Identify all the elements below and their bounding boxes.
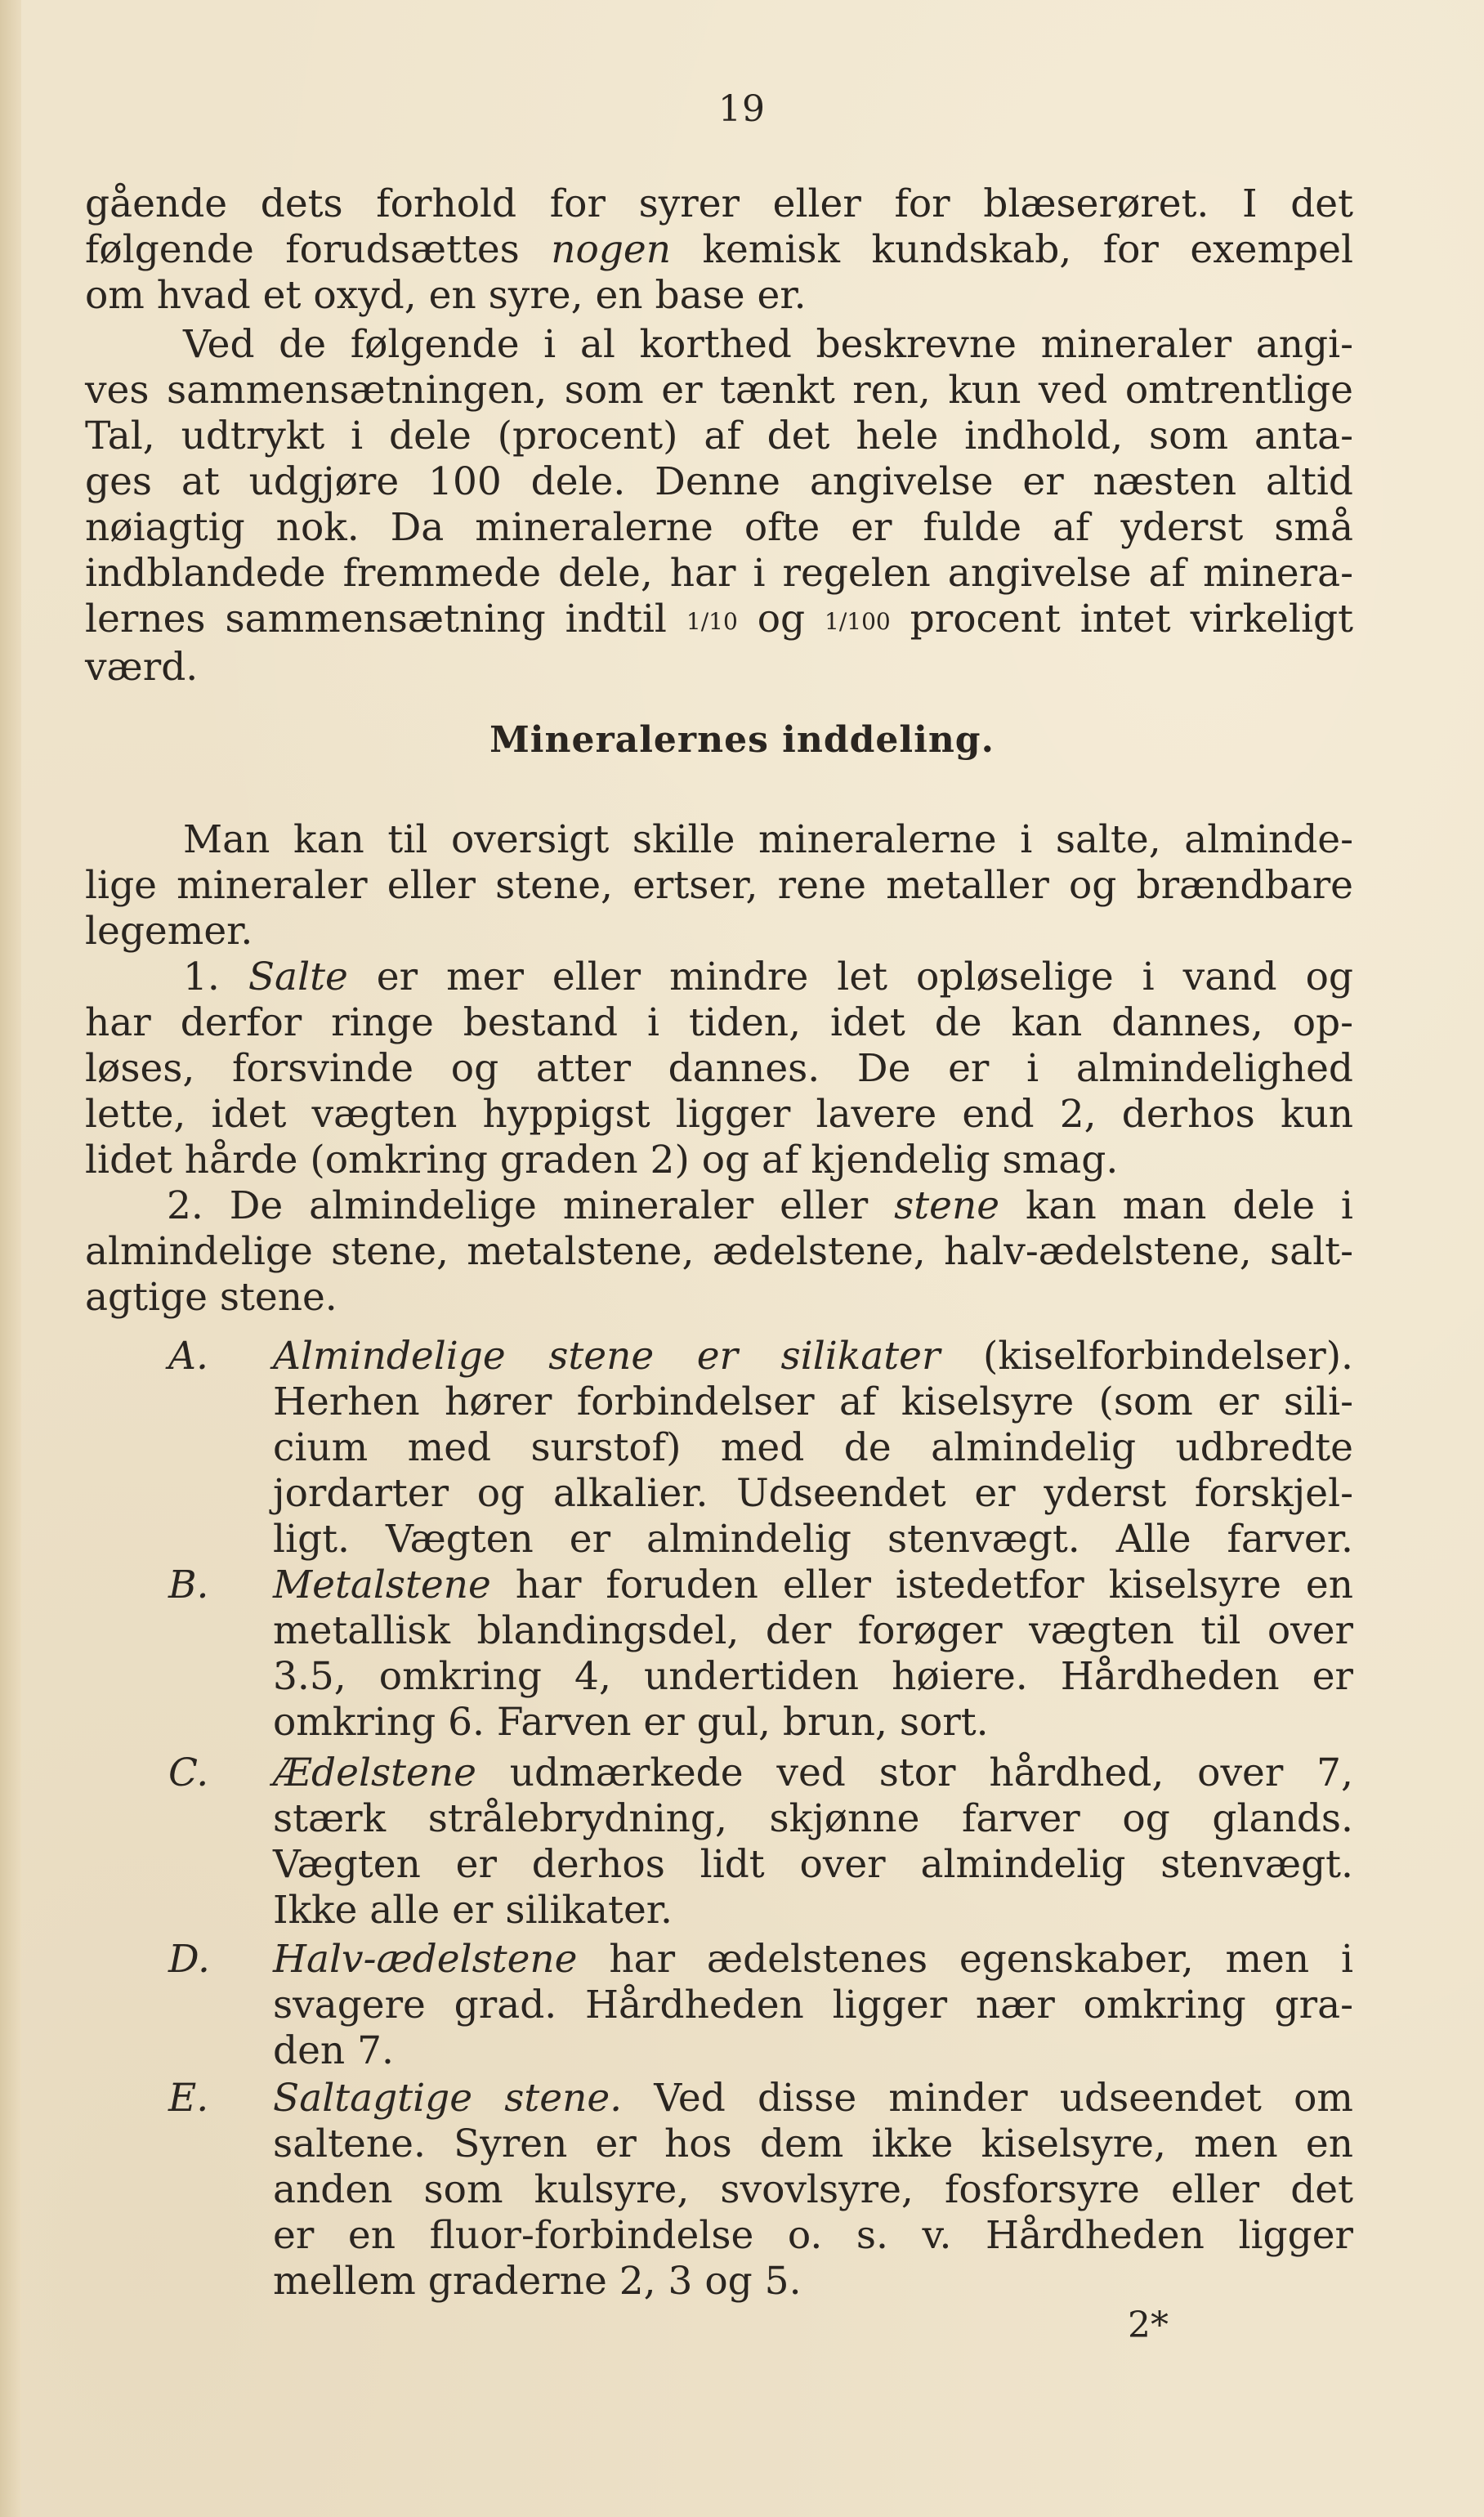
text-fragment: kan man dele i	[1025, 1183, 1353, 1228]
text-line	[273, 1563, 1353, 1608]
text-line: Ikke alle er silikater.	[273, 1888, 673, 1933]
text-fragment: De almindelige mineraler eller	[229, 1183, 869, 1228]
text-line: værd.	[85, 645, 199, 690]
text-line: Ved de følgende i al korthed beskrevne mineraler angi-	[183, 322, 1353, 367]
signature-mark: 2*	[1128, 2305, 1169, 2346]
text-line: er en fluor-forbindelse o. s. v. Hårdheden ligger	[273, 2213, 1353, 2258]
item-body	[273, 1334, 1353, 1563]
item-marker: B.	[168, 1563, 209, 1607]
italic-emphasis: Saltagtige stene.	[273, 2076, 623, 2121]
text-fragment: procent intet virkeligt	[910, 597, 1353, 642]
text-fragment: Ved disse minder udseendet om	[654, 2076, 1353, 2121]
section-heading: Mineralernes inddeling.	[489, 719, 995, 761]
text-line: legemer.	[85, 909, 253, 954]
text-line: almindelige stene, metalstene, ædelstene, halv-ædelstene, salt-	[85, 1229, 1353, 1274]
text-line: ges at udgjøre 100 dele. Denne angivelse er næsten altid	[85, 459, 1353, 504]
italic-emphasis: Salte	[248, 954, 348, 999]
text-line: lidet hårde (omkring graden 2) og af kjendelig smag.	[85, 1138, 1119, 1182]
text-line: har derfor ringe bestand i tiden, idet de kan dannes, op-	[85, 1000, 1353, 1045]
item-body	[273, 1937, 1353, 2074]
text-fragment: kemisk kundskab, for exempel	[702, 227, 1353, 272]
text-line: gående dets forhold for syrer eller for blæserøret. I det	[85, 181, 1353, 226]
text-line: svagere grad. Hårdheden ligger nær omkring gra-	[273, 1983, 1353, 2027]
italic-emphasis: Halv-ædelstene	[273, 1937, 578, 1982]
text-line: saltene. Syren er hos dem ikke kiselsyre, men en	[273, 2121, 1353, 2166]
text-line: mellem graderne 2, 3 og 5.	[273, 2259, 802, 2304]
list-number: 2.	[167, 1183, 203, 1228]
fraction-tenth: 1/10	[686, 608, 738, 635]
italic-emphasis: stene	[894, 1183, 1000, 1228]
text-line: løses, forsvinde og atter dannes. De er i almindelighed	[85, 1046, 1353, 1091]
text-line: lette, idet vægten hyppigst ligger lavere end 2, derhos kun	[85, 1092, 1353, 1137]
page-binding-edge	[0, 0, 21, 2517]
text-line: lige mineraler eller stene, ertser, rene metaller og brændbare	[85, 863, 1353, 908]
italic-emphasis: Almindelige stene er silikater	[273, 1334, 941, 1379]
intro-paragraph	[85, 181, 1353, 319]
list-number: 1.	[183, 954, 220, 999]
text-fragment: er mer eller mindre let opløselige i vand og	[376, 954, 1353, 999]
text-fragment: har ædelstenes egenskaber, men i	[609, 1937, 1353, 1982]
text-line	[85, 597, 1353, 645]
classification-paragraph	[85, 817, 1353, 954]
text-line: nøiagtig nok. Da mineralerne ofte er fulde af yderst små	[85, 505, 1353, 550]
text-line	[273, 1937, 1353, 1983]
text-line	[85, 227, 1353, 273]
text-fragment: lernes sammensætning indtil	[85, 597, 667, 642]
text-fragment: følgende forudsættes	[85, 227, 520, 272]
text-line: 3.5, omkring 4, undertiden høiere. Hårdheden er	[273, 1654, 1353, 1699]
fraction-hundredth: 1/100	[825, 608, 891, 635]
composition-paragraph	[85, 322, 1353, 691]
item-marker: E.	[168, 2076, 209, 2121]
text-line	[85, 954, 1353, 1000]
text-line: stærk strålebrydning, skjønne farver og glands.	[273, 1796, 1353, 1841]
text-line: Herhen hører forbindelser af kiselsyre (som er sili-	[273, 1379, 1353, 1424]
text-line	[85, 1183, 1353, 1229]
item-marker: C.	[168, 1750, 209, 1795]
text-line: Tal, udtrykt i dele (procent) af det hele indhold, som anta-	[85, 414, 1353, 458]
text-fragment: har foruden eller istedetfor kiselsyre en	[515, 1563, 1353, 1607]
stene-paragraph	[85, 1183, 1353, 1321]
text-line: jordarter og alkalier. Udseendet er yderst forskjel-	[273, 1471, 1353, 1516]
item-body	[273, 2076, 1353, 2305]
text-line: agtige stene.	[85, 1275, 337, 1320]
text-fragment: udmærkede ved stor hårdhed, over 7,	[509, 1750, 1353, 1795]
item-marker: A.	[168, 1334, 208, 1379]
text-line: Man kan til oversigt skille mineralerne i salte, alminde-	[183, 817, 1353, 862]
text-line	[273, 1334, 1353, 1379]
text-line: cium med surstof) med de almindelig udbredte	[273, 1425, 1353, 1470]
text-line	[273, 1750, 1353, 1796]
text-line	[273, 2076, 1353, 2121]
text-fragment: og	[757, 597, 806, 642]
text-line: Vægten er derhos lidt over almindelig stenvægt.	[273, 1842, 1353, 1887]
item-body	[273, 1750, 1353, 1934]
item-marker: D.	[168, 1937, 210, 1982]
text-line: metallisk blandingsdel, der forøger vægten til over	[273, 1608, 1353, 1653]
italic-emphasis: nogen	[551, 227, 672, 272]
item-body	[273, 1563, 1353, 1746]
salte-paragraph	[85, 954, 1353, 1183]
text-line: indblandede fremmede dele, har i regelen angivelse af minera-	[85, 551, 1353, 596]
text-line: omkring 6. Farven er gul, brun, sort.	[273, 1700, 989, 1745]
text-line: ligt. Vægten er almindelig stenvægt. Alle farver.	[273, 1517, 1353, 1562]
italic-emphasis: Metalstene	[273, 1563, 491, 1607]
text-line: anden som kulsyre, svovlsyre, fosforsyre eller det	[273, 2167, 1353, 2212]
text-line: den 7.	[273, 2028, 394, 2073]
page-number: 19	[718, 88, 766, 130]
italic-emphasis: Ædelstene	[273, 1750, 476, 1795]
text-line: om hvad et oxyd, en syre, en base er.	[85, 273, 807, 318]
text-line: ves sammensætningen, som er tænkt ren, kun ved omtrentlige	[85, 368, 1353, 413]
text-fragment: (kiselforbindelser).	[983, 1334, 1353, 1379]
